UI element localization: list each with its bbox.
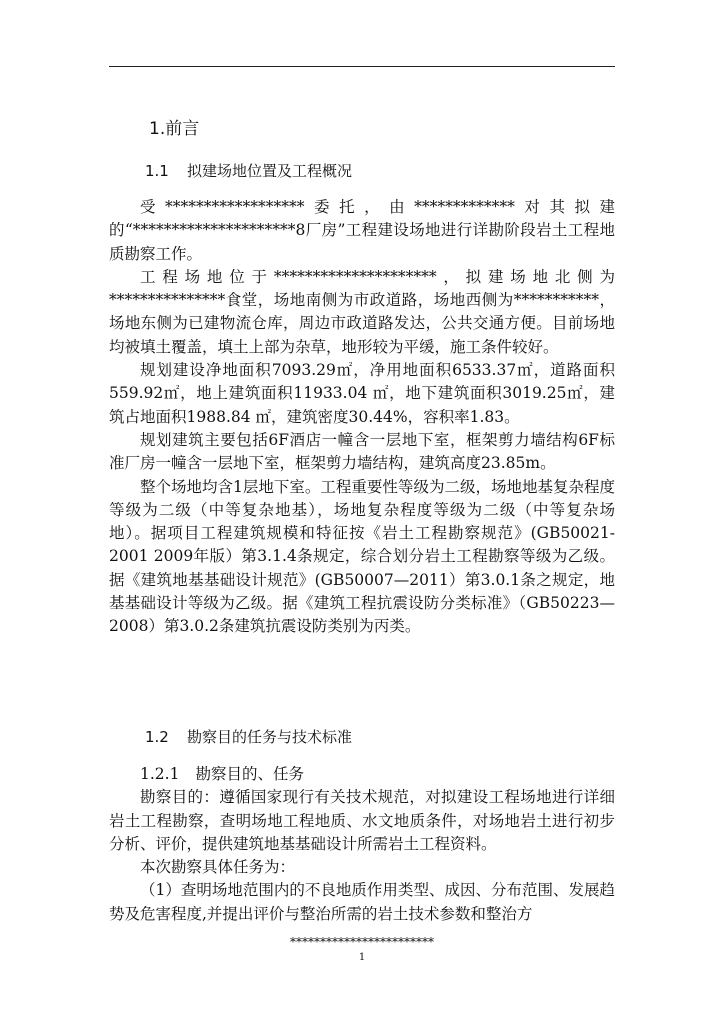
section-heading-1-2 — [145, 726, 352, 748]
header-rule — [109, 66, 615, 67]
section-number: 1.2 — [145, 728, 169, 746]
paragraph-task-1: （1）查明场地范围内的不良地质作用类型、成因、分布范围、发展趋势及危害程度,并提出评价与整治所需的岩土技术参数和整治方 — [109, 881, 615, 923]
paragraph-site-location: 工程场地位于*********************，拟建场地北侧为***************食堂，场地南侧为市政道路，场地西侧为***********，场地东侧为已建物流仓库，周边市政道路发达，公共交通方便。目前场地均被填土覆盖，填土上部为杂草，地形较为平缓，施工条件较好。 — [109, 267, 615, 356]
paragraph-purpose: 勘察目的：遵循国家现行有关技术规范，对拟建设工程场地进行详细岩土工程勘察，查明场地工程地质、水文地质条件，对场地岩土进行初步分析、评价，提供建筑地基基础设计所需岩土工程资料。 — [109, 788, 615, 853]
paragraph-grades: 整个场地均含1层地下室。工程重要性等级为二级，场地地基复杂程度等级为二级（中等复杂地基），场地复杂程度等级为二级（中等复杂场地）。据项目工程建筑规模和特征按《岩土工程勘察规范》(GB50021-2001 2009年版）第3.1.4条规定，综合划分岩土工程勘察等级为乙级。据《建筑地基基础设计规范》(GB50007—2011）第3.0.1条之规定，地基基础设计等级为乙级。据《建筑工程抗震设防分类标准》（GB50223—2008）第3.0.2条建筑抗震设防类别为丙类。 — [109, 477, 615, 636]
paragraph-commission: 受******************委托，由*************对其拟建的“*********************8厂房”工程建设场地进行详勘阶段岩土工程地质勘察工作。 — [109, 198, 615, 263]
chapter-heading: 1.前言 — [149, 119, 200, 139]
subsection-heading-1-2-1 — [109, 763, 615, 786]
paragraph-buildings: 规划建筑主要包括6F酒店一幢含一层地下室，框架剪力墙结构6F标准厂房一幢含一层地下室，框架剪力墙结构，建筑高度23.85m。 — [109, 430, 615, 473]
section-1-1-body — [109, 196, 615, 639]
paragraph-tasks-intro: 本次勘察具体任务为： — [140, 858, 296, 877]
paragraph-areas: 规划建设净地面积7093.29㎡，净用地面积6533.37㎡，道路面积559.92㎡，地上建筑面积11933.04 ㎡，地下建筑面积3019.25㎡，建筑占地面积1988.84 ㎡，建筑密度30.44%，容积率1.83。 — [109, 361, 615, 426]
section-title: 勘察目的任务与技术标准 — [187, 728, 353, 746]
section-title: 拟建场地位置及工程概况 — [187, 162, 353, 180]
section-1-2-body — [109, 763, 615, 926]
page-number: 1 — [358, 952, 366, 963]
footer-text: ************************ — [290, 935, 434, 949]
section-heading-1-1 — [145, 160, 352, 182]
subsection-number: 1.2.1 — [140, 765, 180, 783]
section-number: 1.1 — [145, 162, 169, 180]
subsection-title: 勘察目的、任务 — [195, 765, 304, 783]
